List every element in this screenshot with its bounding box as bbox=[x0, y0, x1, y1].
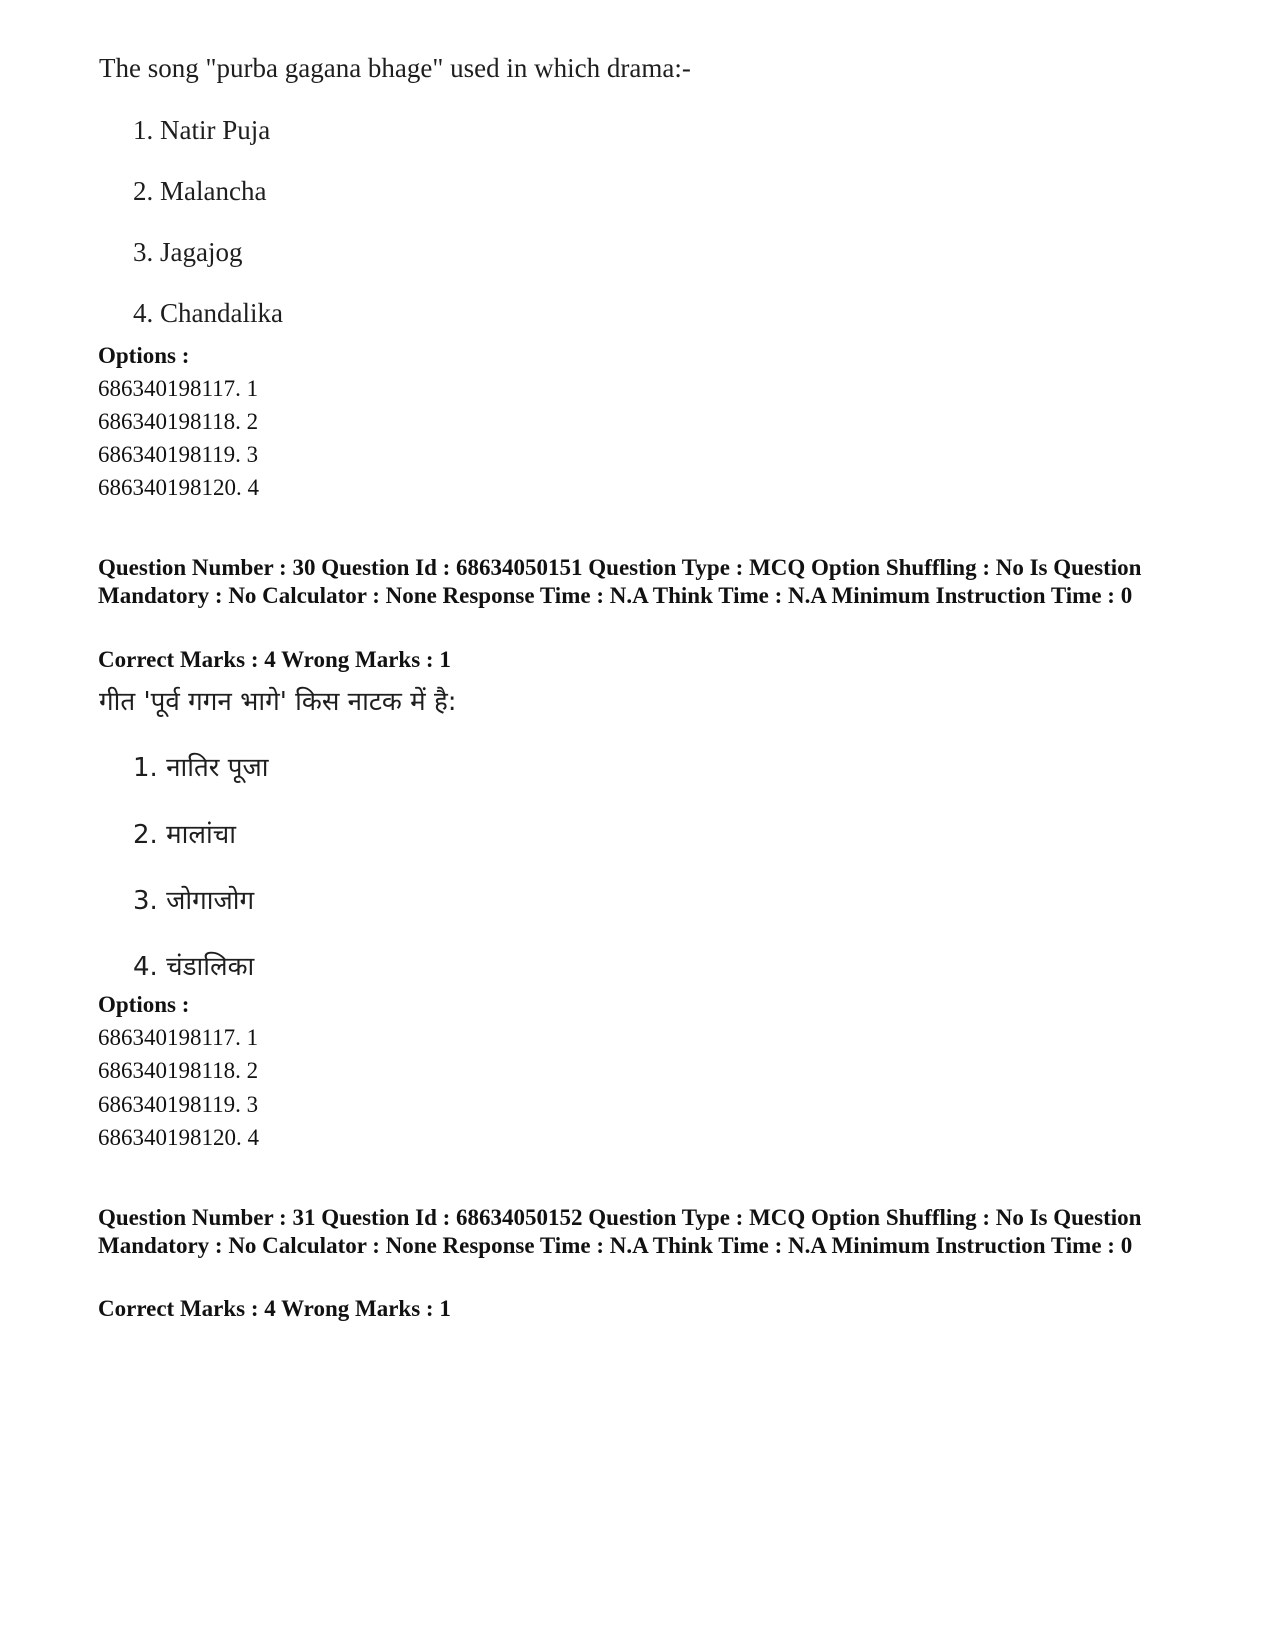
option-id-4: 686340198120. 4 bbox=[98, 475, 259, 500]
question-text: The song "purba gagana bhage" used in which drama:- bbox=[99, 53, 691, 83]
choice-2-hindi: 2. मालांचा bbox=[133, 820, 236, 850]
choice-4-hindi: 4. चंडालिका bbox=[133, 952, 255, 982]
options-label: Options : bbox=[98, 992, 190, 1017]
choice-3: 3. Jagajog bbox=[133, 237, 243, 267]
option-id-1: 686340198117. 1 bbox=[98, 376, 259, 401]
option-id-1: 686340198117. 1 bbox=[98, 1025, 259, 1050]
question-meta: Question Number : 30 Question Id : 68634050151 Question Type : MCQ Option Shuffling : No Is Question Mandatory : No Calculator : None Response Time : N.A Think Time : N.A Minimum Instruction Time : 0 bbox=[98, 555, 1142, 608]
marks-info: Correct Marks : 4 Wrong Marks : 1 bbox=[98, 647, 451, 672]
question-text-hindi: गीत 'पूर्व गगन भागे' किस नाटक में है: bbox=[99, 687, 457, 717]
option-id-2: 686340198118. 2 bbox=[98, 409, 259, 434]
choice-1-hindi: 1. नातिर पूजा bbox=[133, 753, 269, 783]
choice-4: 4. Chandalika bbox=[133, 298, 283, 328]
choice-1: 1. Natir Puja bbox=[133, 115, 271, 145]
option-id-4: 686340198120. 4 bbox=[98, 1125, 259, 1150]
marks-info: Correct Marks : 4 Wrong Marks : 1 bbox=[98, 1296, 451, 1321]
options-label: Options : bbox=[98, 343, 190, 368]
option-id-3: 686340198119. 3 bbox=[98, 1092, 259, 1117]
option-id-2: 686340198118. 2 bbox=[98, 1058, 259, 1083]
question-meta: Question Number : 31 Question Id : 68634050152 Question Type : MCQ Option Shuffling : No Is Question Mandatory : No Calculator : None Response Time : N.A Think Time : N.A Minimum Instruction Time : 0 bbox=[98, 1205, 1142, 1258]
option-id-3: 686340198119. 3 bbox=[98, 442, 259, 467]
choice-2: 2. Malancha bbox=[133, 176, 267, 206]
choice-3-hindi: 3. जोगाजोग bbox=[133, 886, 255, 916]
